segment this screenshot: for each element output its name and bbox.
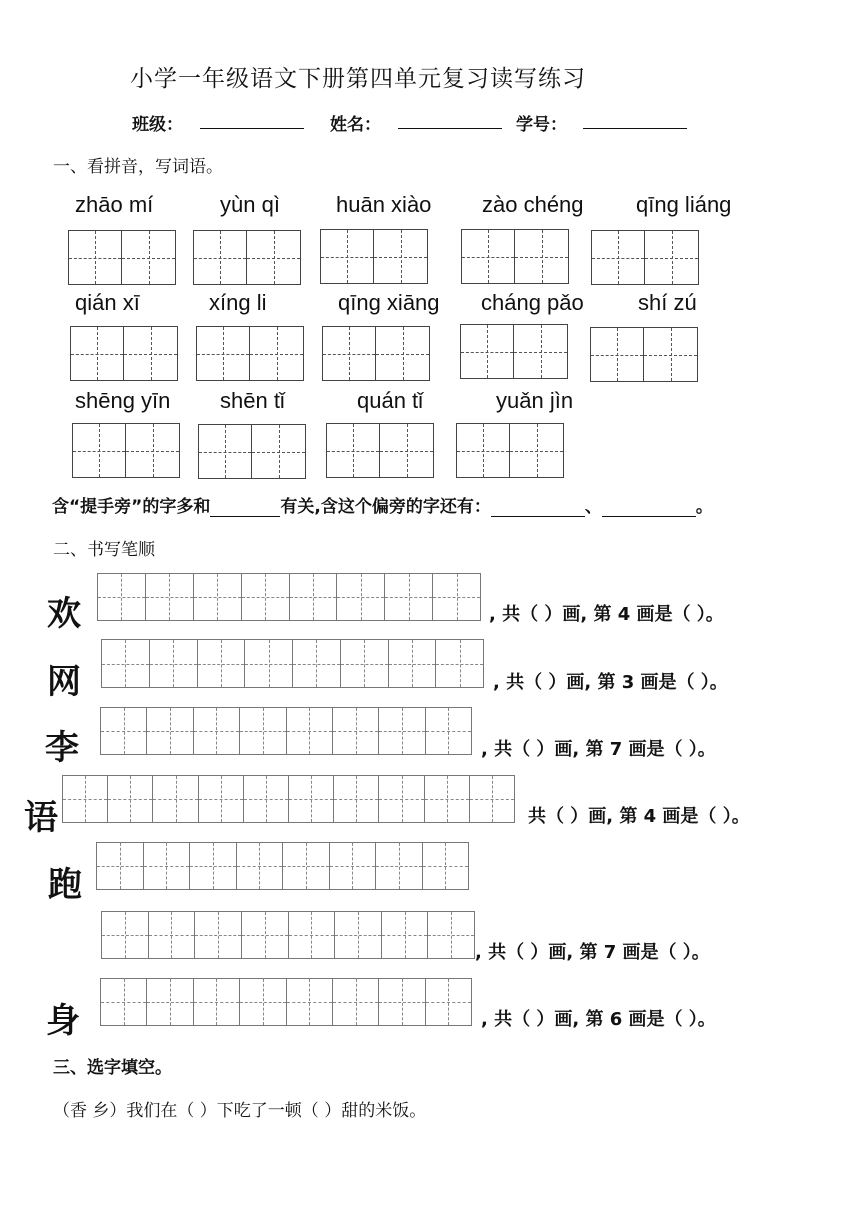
number-label: 学号： bbox=[516, 115, 567, 135]
practice-char: 欢 bbox=[47, 594, 81, 634]
note-blank[interactable] bbox=[491, 498, 585, 517]
practice-char: 身 bbox=[46, 1001, 80, 1041]
pinyin: qīng liáng bbox=[636, 192, 732, 217]
writing-box[interactable] bbox=[68, 230, 176, 285]
writing-box[interactable] bbox=[326, 423, 434, 478]
pinyin: qián xī bbox=[75, 290, 140, 315]
stroke-grid[interactable] bbox=[101, 639, 484, 688]
note-part2: 有关,含这个偏旁的字还有： bbox=[280, 497, 491, 517]
stroke-grid[interactable] bbox=[96, 842, 469, 890]
pinyin: zào chéng bbox=[482, 192, 584, 217]
writing-box[interactable] bbox=[322, 326, 430, 381]
writing-box[interactable] bbox=[590, 327, 698, 382]
pinyin: cháng pǎo bbox=[481, 290, 584, 315]
stroke-question: , 共（ ）画, 第 6 画是（ ）。 bbox=[481, 1009, 716, 1030]
stroke-question: , 共（ ）画, 第 4 画是（ ）。 bbox=[489, 604, 724, 625]
stroke-question: , 共（ ）画, 第 7 画是（ ）。 bbox=[481, 739, 716, 760]
stroke-question: 共（ ）画, 第 4 画是（ ）。 bbox=[528, 806, 750, 827]
practice-char: 李 bbox=[45, 728, 79, 768]
stroke-grid[interactable] bbox=[62, 775, 515, 823]
pinyin: yùn qì bbox=[220, 192, 280, 217]
name-field[interactable] bbox=[398, 110, 502, 129]
note-end: 。 bbox=[695, 497, 713, 517]
class-field[interactable] bbox=[200, 110, 304, 129]
writing-box[interactable] bbox=[198, 424, 306, 479]
section1-heading: 一、看拼音，写词语。 bbox=[53, 157, 223, 177]
writing-box[interactable] bbox=[461, 229, 569, 284]
pinyin: shēn tǐ bbox=[220, 388, 285, 413]
writing-box[interactable] bbox=[72, 423, 180, 478]
number-field[interactable] bbox=[583, 110, 687, 129]
section3-heading: 三、选字填空。 bbox=[53, 1058, 172, 1078]
note-part1: 含“提手旁”的字多和 bbox=[52, 497, 211, 517]
practice-char: 跑 bbox=[48, 865, 82, 905]
writing-box[interactable] bbox=[196, 326, 304, 381]
pinyin: shí zú bbox=[638, 290, 697, 315]
section2-heading: 二、书写笔顺 bbox=[53, 540, 155, 560]
radical-note bbox=[52, 492, 713, 517]
note-blank[interactable] bbox=[602, 498, 696, 517]
stroke-question: , 共（ ）画, 第 3 画是（ ）。 bbox=[493, 672, 728, 693]
fill-question: （香 乡）我们在（ ）下吃了一顿（ ）甜的米饭。 bbox=[53, 1101, 427, 1121]
page-title: 小学一年级语文下册第四单元复习读写练习 bbox=[130, 66, 586, 92]
writing-box[interactable] bbox=[70, 326, 178, 381]
pinyin: quán tǐ bbox=[357, 388, 424, 413]
pinyin: yuǎn jìn bbox=[496, 388, 574, 413]
writing-box[interactable] bbox=[460, 324, 568, 379]
class-label: 班级： bbox=[132, 115, 183, 135]
stroke-grid[interactable] bbox=[97, 573, 481, 621]
note-sep: 、 bbox=[584, 497, 602, 517]
pinyin: qīng xiāng bbox=[338, 290, 440, 315]
writing-box[interactable] bbox=[193, 230, 301, 285]
name-label: 姓名： bbox=[330, 115, 381, 135]
pinyin: xíng li bbox=[209, 290, 267, 315]
pinyin: zhāo mí bbox=[75, 192, 154, 217]
note-blank[interactable] bbox=[210, 498, 280, 517]
pinyin: shēng yīn bbox=[75, 388, 171, 413]
writing-box[interactable] bbox=[591, 230, 699, 285]
pinyin: huān xiào bbox=[336, 192, 432, 217]
stroke-question: , 共（ ）画, 第 7 画是（ ）。 bbox=[475, 942, 710, 963]
writing-box[interactable] bbox=[456, 423, 564, 478]
stroke-grid[interactable] bbox=[101, 911, 475, 959]
writing-box[interactable] bbox=[320, 229, 428, 284]
stroke-grid[interactable] bbox=[100, 707, 472, 755]
stroke-grid[interactable] bbox=[100, 978, 472, 1026]
practice-char: 语 bbox=[24, 798, 58, 838]
practice-char: 网 bbox=[47, 662, 81, 702]
